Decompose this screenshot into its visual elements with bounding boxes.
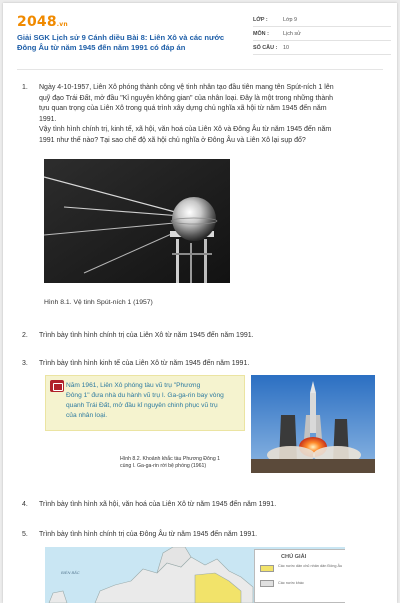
- question-number: 3.: [22, 360, 28, 367]
- question-text: Trình bày tình hình kinh tế của Liên Xô từ năm 1945 đến năm 1991.: [39, 360, 250, 367]
- note-line: của nhân loại.: [66, 412, 108, 419]
- figure-vostok: [45, 375, 249, 475]
- meta-row-class: [253, 13, 391, 27]
- question-number: 2.: [22, 332, 28, 339]
- question-3: [17, 359, 383, 371]
- book-icon: [50, 380, 64, 392]
- note-text: [66, 381, 242, 421]
- question-4: [17, 500, 383, 512]
- document-title: Giải SGK Lịch sử 9 Cánh diều Bài 8: Liên Xô và các nước Đông Âu từ năm 1945 đến năm 1991 có đáp án: [17, 33, 225, 52]
- meta-row-count: [253, 41, 391, 55]
- question-1: [17, 83, 383, 153]
- meta-value: Lớp 9: [283, 16, 298, 23]
- question-line: quỹ đạo Trái Đất, mở đầu "Kỉ nguyên không gian" của nhân loại. Đây là một trong những thành: [39, 94, 334, 102]
- question-text: [39, 83, 375, 147]
- note-line: Năm 1961, Liên Xô phóng tàu vũ trụ "Phương: [66, 382, 201, 389]
- meta-value: 10: [283, 44, 289, 51]
- meta-table: [253, 13, 391, 55]
- document-page: [3, 3, 397, 603]
- document-header: [3, 3, 397, 65]
- question-line: Vậy tình hình chính trị, kinh tế, xã hội, văn hoá của Liên Xô và Đông Âu từ năm 1945 đến năm: [39, 126, 332, 134]
- map-legend: [254, 549, 345, 603]
- meta-row-subject: [253, 27, 391, 41]
- rocket-launch-photo: [251, 375, 375, 473]
- sputnik-photo: [44, 159, 230, 283]
- header-divider: [17, 69, 383, 70]
- question-text: Trình bày tình hình chính trị của Đông Âu từ năm 1945 đến năm 1991.: [39, 531, 258, 538]
- logo-suffix: .vn: [56, 21, 68, 28]
- legend-swatch-grey: [260, 580, 274, 587]
- question-5: [17, 530, 383, 542]
- question-number: 4.: [22, 501, 28, 508]
- legend-label: Các nước khác: [278, 581, 304, 585]
- question-line: tựu quan trọng của Liên Xô trong quá trình xây dựng chủ nghĩa xã hội từ năm 1945 đến năm: [39, 105, 327, 113]
- sea-label: BIỂN BẮC: [61, 570, 80, 575]
- logo-text: 2048: [17, 14, 57, 30]
- caption-line: Hình 8.2. Khoảnh khắc tàu Phương Đông 1: [120, 456, 221, 462]
- meta-value: Lịch sử: [283, 30, 301, 37]
- site-logo[interactable]: [17, 14, 68, 30]
- question-line: 1991 như thế nào? Tại sao chế độ xã hội chủ nghĩa ở Đông Âu và Liên Xô lại sụp đổ?: [39, 136, 306, 144]
- legend-label: Các nước dân chủ nhân dân Đông Âu: [278, 564, 343, 568]
- legend-title: CHÚ GIẢI: [281, 554, 307, 560]
- question-line: 1991.: [39, 115, 57, 123]
- note-line: quanh Trái Đất, mở đầu kỉ nguyên chinh phục vũ trụ: [66, 402, 218, 409]
- figure-caption: [120, 456, 220, 470]
- legend-swatch-yellow: [260, 565, 274, 572]
- question-text: Trình bày tình hình xã hội, văn hoá của Liên Xô từ năm 1945 đến năm 1991.: [39, 501, 277, 508]
- caption-line: cùng I. Ga-ga-rin rời bệ phóng (1961): [120, 463, 207, 469]
- question-text: Trình bày tình hình chính trị của Liên Xô từ năm 1945 đến năm 1991.: [39, 332, 254, 339]
- sputnik-image: [44, 159, 230, 283]
- meta-key: LỚP :: [253, 16, 268, 23]
- note-box: [45, 375, 245, 431]
- meta-key: SỐ CÂU :: [253, 44, 278, 51]
- rocket-image: [251, 375, 375, 473]
- figure-caption: Hình 8.1. Vệ tinh Spút-ních 1 (1957): [44, 299, 153, 306]
- question-2: [17, 331, 383, 343]
- note-line: Đông 1" đưa nhà du hành vũ trụ I. Ga-ga-rin bay vòng: [66, 392, 224, 399]
- question-number: 5.: [22, 531, 28, 538]
- eastern-europe-map: [45, 547, 345, 603]
- question-number: 1.: [22, 84, 28, 91]
- meta-key: MÔN :: [253, 30, 269, 37]
- question-line: Ngày 4-10-1957, Liên Xô phóng thành công vệ tinh nhân tạo đầu tiên mang tên Spút-ních 1 lên: [39, 84, 334, 91]
